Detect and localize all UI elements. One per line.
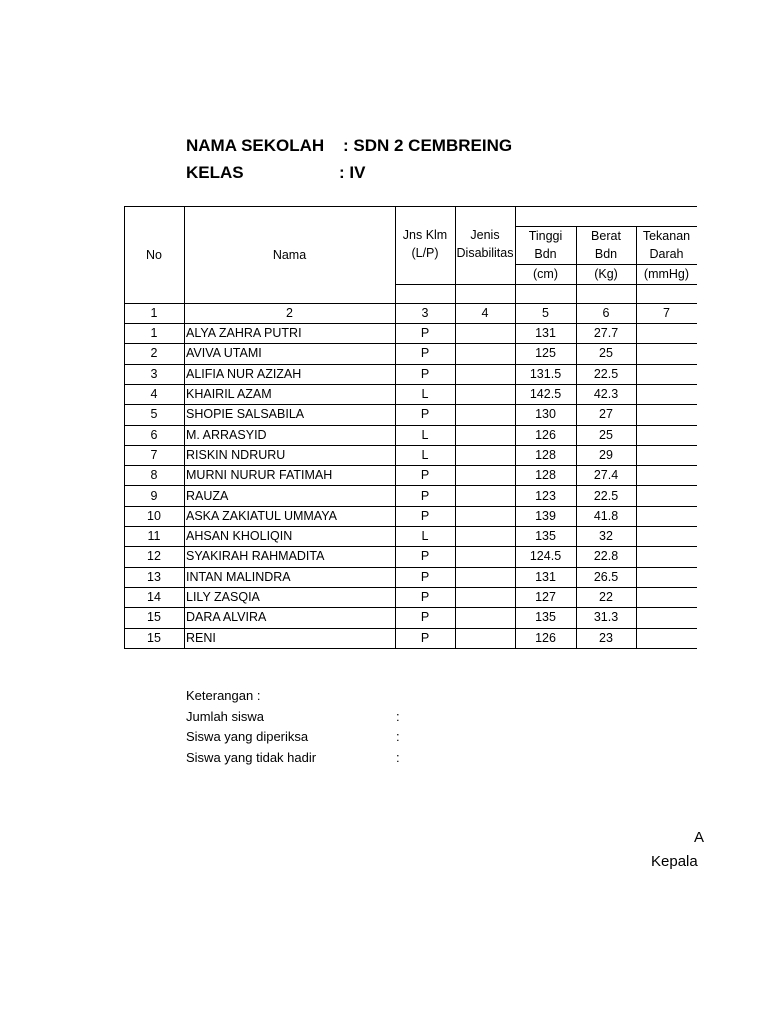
- row-berat: 41.8: [593, 508, 619, 523]
- row-berat: 27.7: [593, 326, 619, 341]
- row-tinggi: 123: [535, 488, 556, 503]
- row-tekanan: [636, 587, 697, 607]
- row-tinggi: 130: [535, 407, 556, 422]
- row-tinggi: 135: [535, 529, 556, 544]
- row-no: 6: [150, 427, 158, 442]
- header-tekanan-darah: [636, 226, 697, 264]
- row-tinggi: 124.5: [529, 549, 562, 564]
- row-disabilitas: [455, 364, 515, 384]
- row-tinggi: 125: [535, 346, 556, 361]
- row-jns-klm: L: [421, 447, 429, 462]
- row-nama: INTAN MALINDRA: [186, 569, 291, 584]
- row-tekanan: [636, 404, 697, 424]
- row-tekanan: [636, 546, 697, 566]
- row-tinggi: 128: [535, 447, 556, 462]
- signature-line-1: A: [694, 829, 705, 846]
- column-number: 3: [421, 306, 429, 320]
- student-health-table: [124, 206, 697, 649]
- row-tekanan: [636, 343, 697, 363]
- row-disabilitas: [455, 607, 515, 627]
- row-jns-klm: L: [421, 427, 429, 442]
- row-no: 5: [150, 407, 158, 422]
- header-tekanan-darah-line: Tekanan: [642, 229, 691, 243]
- row-jns-klm: P: [420, 590, 430, 605]
- row-line: [124, 648, 697, 649]
- row-no: 12: [147, 549, 161, 564]
- row-tinggi: 127: [535, 590, 556, 605]
- note-label: Siswa yang tidak hadir: [186, 749, 317, 765]
- measure-unit-bottom-line: [515, 284, 697, 285]
- row-no: 15: [147, 630, 161, 645]
- row-tekanan: [636, 364, 697, 384]
- header-disabilitas-line: Jenis: [470, 228, 500, 242]
- row-no: 7: [150, 447, 158, 462]
- row-jns-klm: P: [420, 326, 430, 341]
- row-disabilitas: [455, 323, 515, 343]
- row-tekanan: [636, 506, 697, 526]
- column-number: 7: [663, 306, 670, 320]
- column-number: 1: [150, 306, 158, 320]
- row-tinggi: 126: [535, 630, 556, 645]
- row-berat: 27.4: [593, 468, 619, 483]
- row-tinggi: 131: [535, 326, 556, 341]
- row-no: 15: [147, 610, 161, 625]
- row-tekanan: [636, 445, 697, 465]
- row-disabilitas: [455, 404, 515, 424]
- row-disabilitas: [455, 485, 515, 505]
- row-nama: AVIVA UTAMI: [186, 346, 262, 361]
- row-jns-klm: P: [420, 407, 430, 422]
- row-berat: 32: [599, 529, 613, 544]
- header-berat-bdn-line: Berat: [591, 229, 621, 243]
- row-disabilitas: [455, 587, 515, 607]
- row-tinggi: 131: [535, 569, 556, 584]
- row-no: 13: [147, 569, 161, 584]
- row-tekanan: [636, 567, 697, 587]
- row-disabilitas: [455, 628, 515, 648]
- row-jns-klm: P: [420, 630, 430, 645]
- school-label: NAMA SEKOLAH: [186, 136, 325, 155]
- row-nama: ASKA ZAKIATUL UMMAYA: [186, 508, 337, 523]
- row-nama: SHOPIE SALSABILA: [186, 407, 305, 422]
- notes-section: [186, 688, 400, 770]
- header-berat-bdn-line: Bdn: [594, 247, 618, 261]
- row-berat: 31.3: [593, 610, 619, 625]
- row-tekanan: [636, 323, 697, 343]
- row-jns-klm: P: [420, 468, 430, 483]
- header-berat-bdn: [576, 226, 636, 264]
- unit-cm: (cm): [533, 267, 558, 281]
- row-tekanan: [636, 607, 697, 627]
- row-tinggi: 139: [535, 508, 556, 523]
- header-disabilitas: [455, 224, 515, 264]
- note-label: Siswa yang diperiksa: [186, 729, 309, 744]
- note-examined-students: [186, 729, 400, 750]
- note-colon: :: [396, 729, 400, 744]
- note-colon: :: [396, 708, 400, 724]
- row-tekanan: [636, 485, 697, 505]
- note-colon: :: [396, 749, 400, 765]
- row-no: 2: [150, 346, 158, 361]
- row-tinggi: 126: [535, 427, 556, 442]
- row-tinggi: 135: [535, 610, 556, 625]
- row-tekanan: [636, 465, 697, 485]
- row-disabilitas: [455, 343, 515, 363]
- header-jns-klm-line: (L/P): [411, 246, 439, 260]
- row-tekanan: [636, 384, 697, 404]
- row-nama: DARA ALVIRA: [186, 610, 267, 625]
- school-value: : SDN 2 CEMBREING: [343, 136, 513, 155]
- row-nama: KHAIRIL AZAM: [186, 387, 272, 402]
- row-nama: ALYA ZAHRA PUTRI: [186, 326, 302, 341]
- column-number: 4: [481, 306, 489, 320]
- row-disabilitas: [455, 546, 515, 566]
- row-jns-klm: L: [421, 529, 429, 544]
- row-nama: RENI: [186, 630, 216, 645]
- header-no: No: [146, 247, 162, 262]
- column-number: 2: [286, 306, 293, 320]
- row-nama: MURNI NURUR FATIMAH: [186, 468, 333, 483]
- column-number: 5: [542, 306, 549, 320]
- row-nama: SYAKIRAH RAHMADITA: [186, 549, 325, 564]
- row-berat: 23: [599, 630, 613, 645]
- row-disabilitas: [455, 425, 515, 445]
- row-nama: M. ARRASYID: [186, 427, 267, 442]
- row-tekanan: [636, 425, 697, 445]
- header-tinggi-bdn-line: Tinggi: [528, 229, 563, 243]
- row-berat: 42.3: [593, 387, 619, 402]
- row-no: 11: [147, 529, 161, 544]
- row-jns-klm: P: [420, 549, 430, 564]
- row-berat: 22.8: [593, 549, 619, 564]
- row-nama: ALIFIA NUR AZIZAH: [186, 366, 302, 381]
- unit-mmhg: (mmHg): [643, 267, 690, 281]
- row-berat: 22: [599, 590, 613, 605]
- row-nama: RISKIN NDRURU: [186, 447, 286, 462]
- row-no: 3: [150, 366, 158, 381]
- header-tinggi-bdn: [515, 226, 576, 264]
- class-value: : IV: [339, 163, 366, 182]
- row-jns-klm: P: [420, 488, 430, 503]
- row-berat: 25: [599, 427, 613, 442]
- row-berat: 26.5: [593, 569, 619, 584]
- header-tinggi-bdn-line: Bdn: [534, 247, 557, 261]
- row-no: 4: [150, 387, 158, 402]
- row-no: 10: [147, 508, 161, 523]
- row-disabilitas: [455, 465, 515, 485]
- row-berat: 22.5: [593, 488, 619, 503]
- header-jns-klm-line: Jns Klm: [402, 228, 448, 242]
- note-absent-students: [186, 749, 400, 771]
- unit-kg: (Kg): [594, 267, 618, 281]
- column-number: 6: [602, 306, 610, 320]
- row-no: 8: [150, 468, 158, 483]
- signature-line-2: Kepala: [651, 853, 698, 870]
- class-label: KELAS: [186, 163, 244, 182]
- row-disabilitas: [455, 384, 515, 404]
- row-tekanan: [636, 628, 697, 648]
- row-berat: 29: [599, 447, 613, 462]
- row-no: 1: [150, 326, 158, 341]
- header-tekanan-darah-line: Darah: [649, 247, 684, 261]
- row-disabilitas: [455, 506, 515, 526]
- note-total-students: [186, 708, 400, 730]
- row-jns-klm: P: [420, 569, 430, 584]
- row-no: 9: [150, 488, 158, 503]
- row-disabilitas: [455, 526, 515, 546]
- row-nama: RAUZA: [186, 488, 229, 503]
- row-jns-klm: L: [421, 387, 429, 402]
- row-nama: AHSAN KHOLIQIN: [186, 529, 293, 544]
- notes-title: Keterangan :: [186, 688, 261, 703]
- header-nama: Nama: [272, 247, 307, 262]
- row-berat: 22.5: [593, 366, 619, 381]
- row-tinggi: 128: [535, 468, 556, 483]
- row-nama: LILY ZASQIA: [186, 590, 260, 605]
- row-jns-klm: P: [420, 508, 430, 523]
- row-jns-klm: P: [420, 366, 430, 381]
- header-disabilitas-line: Disabilitas: [456, 246, 514, 260]
- row-tekanan: [636, 526, 697, 546]
- note-label: Jumlah siswa: [186, 708, 265, 724]
- row-no: 14: [147, 590, 161, 605]
- header-jns-klm: [395, 224, 455, 264]
- row-jns-klm: P: [420, 346, 430, 361]
- row-disabilitas: [455, 567, 515, 587]
- row-disabilitas: [455, 445, 515, 465]
- row-jns-klm: P: [420, 610, 430, 625]
- row-tinggi: 142.5: [529, 387, 562, 402]
- row-berat: 25: [599, 346, 613, 361]
- row-tinggi: 131.5: [529, 366, 562, 381]
- row-berat: 27: [599, 407, 613, 422]
